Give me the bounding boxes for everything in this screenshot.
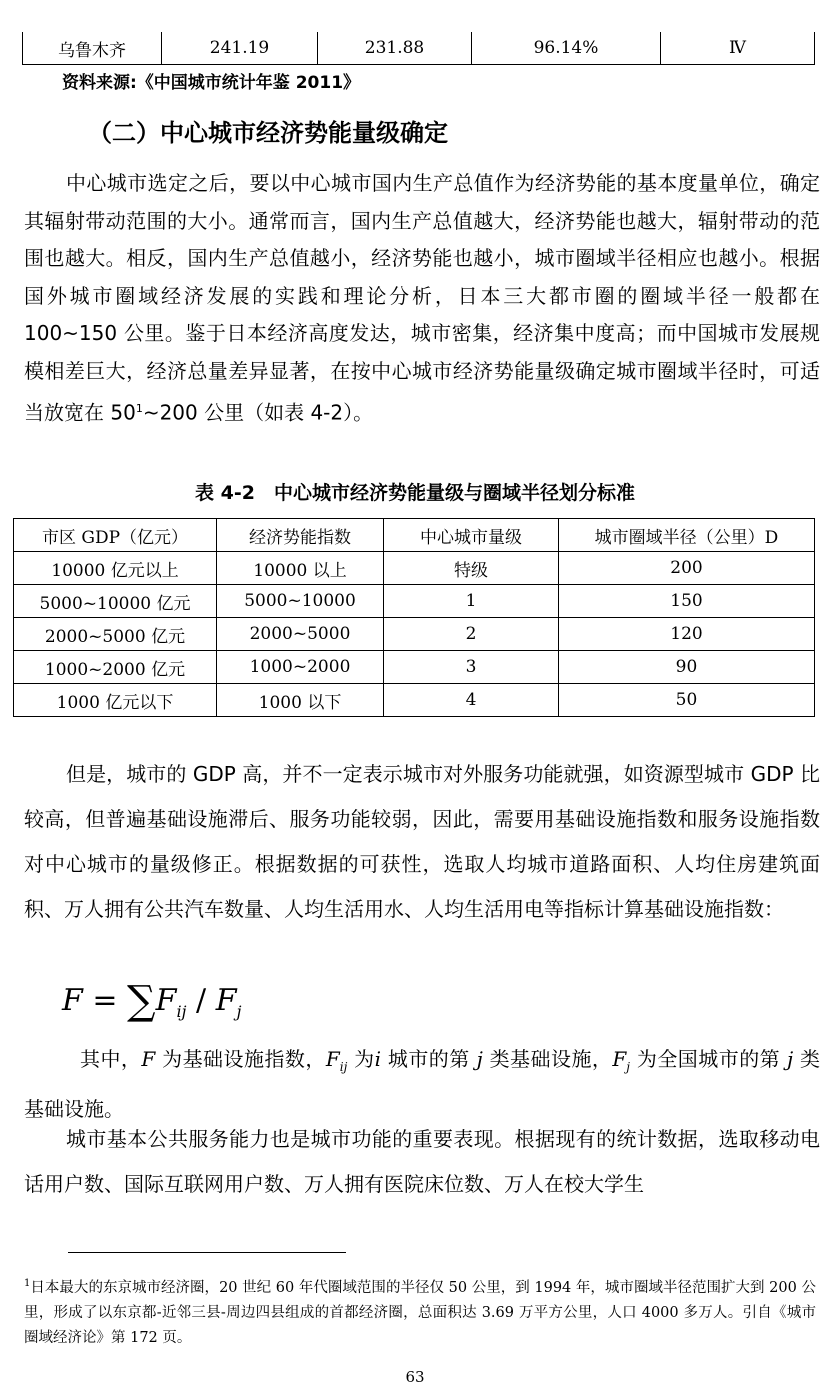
formula-subscript: ij <box>176 1002 187 1021</box>
table-cell: 150 <box>559 585 815 618</box>
formula-symbol: = <box>82 983 128 1018</box>
table-cell: 特级 <box>384 552 559 585</box>
column-header: 市区 GDP（亿元） <box>14 519 217 552</box>
table-cell: 1000~2000 <box>217 651 384 684</box>
table-cell: 5000~10000 <box>217 585 384 618</box>
table-cell: 2 <box>384 618 559 651</box>
table-row <box>14 585 815 618</box>
formula-symbol: F <box>612 1047 627 1071</box>
formula-symbol: i <box>374 1047 382 1071</box>
paragraph-text: 城市基本公共服务能力也是城市功能的重要表现。根据现有的统计数据，选取移动电话用户数、国际互联网用户数、万人拥有医院床位数、万人在校大学生 <box>24 1127 820 1196</box>
paragraph-text: 为全国城市的第 <box>630 1047 787 1071</box>
table-cell: 200 <box>559 552 815 585</box>
stats-table-tail <box>22 32 815 65</box>
table-row <box>23 32 815 65</box>
table-cell: 2000~5000 <box>217 618 384 651</box>
source-note: 资料来源:《中国城市统计年鉴 2011》 <box>62 73 361 93</box>
table-row <box>14 552 815 585</box>
paragraph-text: 为 <box>347 1047 375 1071</box>
column-header: 城市圈域半径（公里）D <box>559 519 815 552</box>
section-heading: （二）中心城市经济势能量级确定 <box>88 119 448 147</box>
page-number: 63 <box>405 1368 425 1386</box>
table-row <box>14 618 815 651</box>
table-header-row <box>14 519 815 552</box>
column-header: 中心城市量级 <box>384 519 559 552</box>
table-cell: 10000 以上 <box>217 552 384 585</box>
formula-symbol: j <box>476 1047 483 1071</box>
table-cell: 乌鲁木齐 <box>23 32 162 65</box>
table-cell: 4 <box>384 684 559 717</box>
infrastructure-index-formula <box>62 978 242 1024</box>
formula-symbol: F <box>62 983 83 1018</box>
table-cell: 120 <box>559 618 815 651</box>
table-cell: 1 <box>384 585 559 618</box>
paragraph-text: 其中， <box>80 1047 142 1071</box>
table-caption: 表 4-2 中心城市经济势能量级与圈域半径划分标准 <box>195 482 635 504</box>
radius-standard-table <box>13 518 815 717</box>
formula-symbol: F <box>141 1047 156 1071</box>
table-cell: 1000 以下 <box>217 684 384 717</box>
paragraph-text: 城市的第 <box>381 1047 477 1071</box>
paragraph-1 <box>24 165 820 432</box>
formula-symbol: F <box>325 1047 340 1071</box>
formula-symbol: / <box>186 983 216 1018</box>
table-row <box>14 651 815 684</box>
formula-symbol: F <box>155 983 177 1018</box>
table-cell: 231.88 <box>318 32 472 65</box>
table-cell: 96.14% <box>472 32 661 65</box>
table-cell: 1000~2000 亿元 <box>14 651 217 684</box>
table-row <box>14 684 815 717</box>
paragraph-text: 中心城市选定之后，要以中心城市国内生产总值作为经济势能的基本度量单位，确定其辐射带动范围的大小。通常而言，国内生产总值越大，经济势能也越大，辐射带动的范围也越大。相反，国内生产总值越小，经济势能也越小，城市圈域半径相应也越小。根据国外城市圈域经济发展的实践和理论分析，日本三大都市圈的圈域半径一般都在 100~150 公里。鉴于日本经济高度发达，城市密集，经济集中度高；而中国城市发展规模相差巨大，经济总量差异显著，在按中心城市经济势能量级确定城市圈域半径时，可适当放宽在 50 <box>24 171 820 425</box>
formula-subscript: j <box>236 1002 242 1021</box>
footnote-mark: 1 <box>24 1278 31 1289</box>
sum-symbol: ∑ <box>127 978 156 1024</box>
table-cell: 10000 亿元以上 <box>14 552 217 585</box>
paragraph-2 <box>24 752 820 932</box>
table-cell: 1000 亿元以下 <box>14 684 217 717</box>
footnote-text: 日本最大的东京城市经济圈，20 世纪 60 年代圈域范围的半径仅 50 公里，到 1994 年，城市圈域半径范围扩大到 200 公里，形成了以东京都-近邻三县-周边四县组成的首都经济圈，总面积达 3.69 万平方公里，人口 4000 多万人。引自《城市圈域经济论》第 172 页。 <box>24 1279 816 1346</box>
footnote <box>24 1271 816 1351</box>
formula-subscript: ij <box>339 1060 348 1074</box>
paragraph-text: 为基础设施指数， <box>155 1047 326 1071</box>
footnote-divider <box>68 1252 346 1253</box>
formula-subscript: j <box>626 1060 631 1074</box>
paragraph-text: 但是，城市的 GDP 高，并不一定表示城市对外服务功能就强，如资源型城市 GDP 比较高，但普遍基础设施滞后、服务功能较弱，因此，需要用基础设施指数和服务设施指数对中心城市的量级修正。根据数据的可获性，选取人均城市道路面积、人均住房建筑面积、万人拥有公共汽车数量、人均生活用水、人均生活用电等指标计算基础设施指数： <box>24 762 820 921</box>
footnote-ref[interactable]: 1 <box>135 402 143 415</box>
paragraph-text: 类基础设施， <box>482 1047 613 1071</box>
table-cell: 5000~10000 亿元 <box>14 585 217 618</box>
table-cell: 2000~5000 亿元 <box>14 618 217 651</box>
paragraph-text: 类基础设施。 <box>24 1047 820 1121</box>
paragraph-4 <box>24 1117 820 1207</box>
column-header: 经济势能指数 <box>217 519 384 552</box>
table-cell: 3 <box>384 651 559 684</box>
formula-symbol: j <box>786 1047 794 1071</box>
paragraph-text: ~200 公里（如表 4-2）。 <box>142 400 374 425</box>
table-cell: 50 <box>559 684 815 717</box>
table-cell: Ⅳ <box>661 32 815 65</box>
formula-symbol: F <box>215 983 237 1018</box>
table-cell: 90 <box>559 651 815 684</box>
table-cell: 241.19 <box>162 32 318 65</box>
